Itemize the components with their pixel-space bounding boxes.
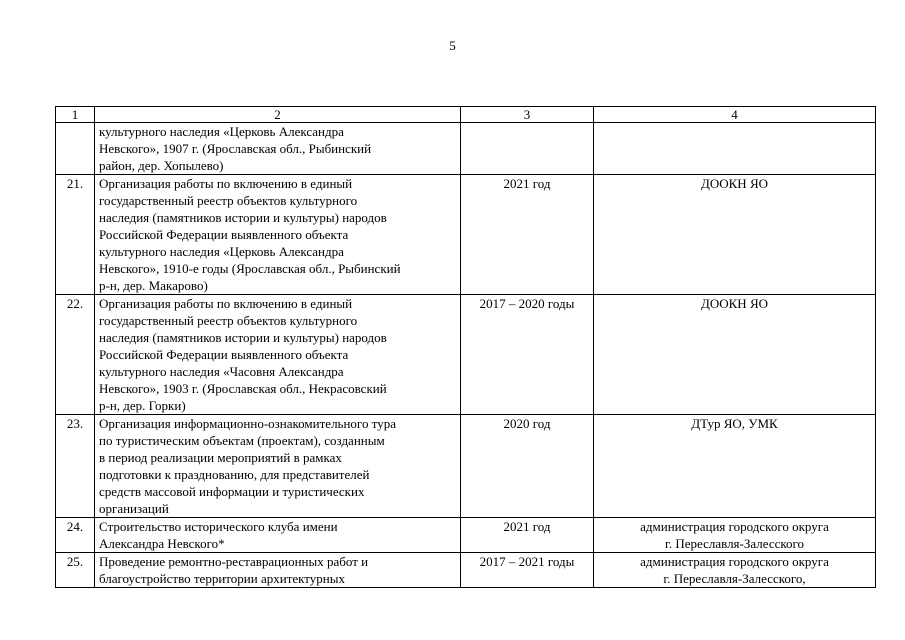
description-line: Организация работы по включению в единый [99, 176, 353, 191]
row-description [95, 175, 461, 295]
description-line: средств массовой информации и туристических [99, 484, 365, 499]
responsible-line: администрация городского округа [640, 519, 829, 534]
row-responsible [594, 123, 876, 175]
row-responsible [594, 295, 876, 415]
description-line: государственный реестр объектов культурного [99, 313, 358, 328]
description-line: культурного наследия «Церковь Александра [99, 244, 344, 259]
description-line: р-н, дер. Горки) [99, 398, 186, 413]
row-responsible [594, 553, 876, 588]
table-row [56, 553, 876, 588]
table-row [56, 123, 876, 175]
description-line: по туристическим объектам (проектам), созданным [99, 433, 385, 448]
row-description [95, 123, 461, 175]
description-line: Невского», 1903 г. (Ярославская обл., Некрасовский [99, 381, 387, 396]
table-row [56, 175, 876, 295]
description-line: Российской Федерации выявленного объекта [99, 347, 349, 362]
description-line: Александра Невского* [99, 536, 225, 551]
row-period [461, 123, 594, 175]
row-description [95, 518, 461, 553]
responsible-line: ДТур ЯО, УМК [691, 416, 778, 431]
row-responsible [594, 518, 876, 553]
row-description [95, 553, 461, 588]
description-line: Невского», 1907 г. (Ярославская обл., Рыбинский [99, 141, 372, 156]
description-line: организаций [99, 501, 169, 516]
header-col-2: 2 [95, 107, 461, 123]
row-number: 23. [56, 415, 95, 518]
responsible-line: ДООКН ЯО [700, 296, 768, 311]
description-line: Строительство исторического клуба имени [99, 519, 338, 534]
table-row [56, 415, 876, 518]
description-line: подготовки к празднованию, для представителей [99, 467, 370, 482]
row-number: 21. [56, 175, 95, 295]
row-responsible [594, 175, 876, 295]
header-col-3: 3 [461, 107, 594, 123]
description-line: государственный реестр объектов культурного [99, 193, 358, 208]
description-line: Невского», 1910-е годы (Ярославская обл., Рыбинский [99, 261, 401, 276]
header-col-4: 4 [594, 107, 876, 123]
row-responsible [594, 415, 876, 518]
header-col-1: 1 [56, 107, 95, 123]
row-number: 24. [56, 518, 95, 553]
description-line: наследия (памятников истории и культуры) народов [99, 330, 387, 345]
responsible-line: ДООКН ЯО [700, 176, 768, 191]
responsible-line: г. Переславля-Залесского [664, 536, 805, 551]
row-period: 2020 год [461, 415, 594, 518]
table-header-row [56, 107, 876, 123]
description-line: Российской Федерации выявленного объекта [99, 227, 349, 242]
table-row [56, 518, 876, 553]
row-number [56, 123, 95, 175]
row-number: 25. [56, 553, 95, 588]
row-period: 2017 – 2020 годы [461, 295, 594, 415]
row-number: 22. [56, 295, 95, 415]
description-line: Организация работы по включению в единый [99, 296, 353, 311]
page-number: 5 [449, 38, 456, 53]
activities-table [55, 106, 876, 588]
row-period: 2021 год [461, 518, 594, 553]
description-line: наследия (памятников истории и культуры) народов [99, 210, 387, 225]
row-period: 2017 – 2021 годы [461, 553, 594, 588]
table-row [56, 295, 876, 415]
description-line: культурного наследия «Церковь Александра [99, 124, 344, 139]
row-description [95, 415, 461, 518]
description-line: Организация информационно-ознакомительного тура [99, 416, 396, 431]
description-line: район, дер. Хопылево) [99, 158, 224, 173]
row-period: 2021 год [461, 175, 594, 295]
description-line: в период реализации мероприятий в рамках [99, 450, 342, 465]
description-line: р-н, дер. Макарово) [99, 278, 208, 293]
responsible-line: администрация городского округа [640, 554, 829, 569]
row-description [95, 295, 461, 415]
responsible-line: г. Переславля-Залесского, [663, 571, 806, 586]
description-line: благоустройство территории архитектурных [99, 571, 345, 586]
description-line: культурного наследия «Часовня Александра [99, 364, 344, 379]
description-line: Проведение ремонтно-реставрационных работ и [99, 554, 369, 569]
